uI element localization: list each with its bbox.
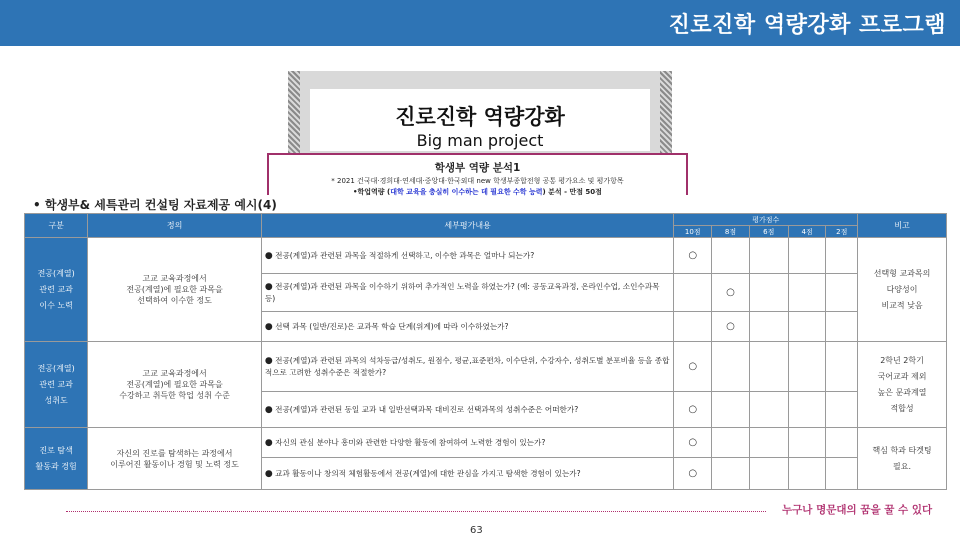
criteria-cell xyxy=(261,458,673,490)
score-mark: ○ xyxy=(674,392,712,428)
program-title: 진로진학 역량강화 프로그램 xyxy=(668,13,946,38)
table-row xyxy=(25,342,947,392)
evaluation-table xyxy=(24,213,947,490)
score-mark xyxy=(788,274,826,312)
criteria-text: 전공(계열)과 관련된 과목의 석차등급/성취도, 원점수, 평균,표준편차, 이수단위, 수강자수, 성취도별 분포비율 등을 종합적으로 고려한 성취수준은 적절한가? xyxy=(264,356,670,377)
criteria-cell xyxy=(261,238,673,274)
analysis-note-score xyxy=(269,187,686,197)
definition-cell: 자신의 진로를 탐색하는 과정에서 이루어진 활동이나 경험 및 노력 정도 xyxy=(88,428,262,490)
criteria-cell xyxy=(261,392,673,428)
criteria-text: 교과 활동이나 창의적 체험활동에서 전공(계열)에 대한 관심을 가지고 탐색한 경험이 있는가? xyxy=(275,468,581,478)
criteria-text: 전공(계열)과 관련된 과목을 적절하게 선택하고, 이수한 과목은 얼마나 되는가? xyxy=(275,250,535,260)
header-criteria: 세부평가내용 xyxy=(261,214,673,238)
hero-banner xyxy=(288,71,672,153)
criteria-cell xyxy=(261,428,673,458)
criteria-text: 전공(계열)과 관련된 동일 교과 내 일반선택과목 대비진로 선택과목의 성취수준은 어떠한가? xyxy=(275,404,579,414)
analysis-box xyxy=(267,153,688,195)
header-category: 구분 xyxy=(25,214,88,238)
header-score-10: 10점 xyxy=(674,226,712,238)
score-mark xyxy=(826,274,858,312)
score-mark xyxy=(712,342,750,392)
footer-divider xyxy=(66,511,766,512)
score-mark xyxy=(826,392,858,428)
analysis-note-source: * 2021 건국대·경희대·연세대·중앙대·한국외대 new 학생부종합전형 공통 평가요소 및 평가항목 xyxy=(331,177,624,185)
header-score-8: 8점 xyxy=(712,226,750,238)
bullet-icon: ● xyxy=(264,321,273,332)
table-row xyxy=(25,428,947,458)
header-definition: 정의 xyxy=(88,214,262,238)
score-mark xyxy=(749,274,788,312)
bullet-icon: ● xyxy=(264,404,273,415)
score-mark xyxy=(674,312,712,342)
score-mark xyxy=(749,458,788,490)
criteria-text: 선택 과목 (일반/진로)은 교과목 학습 단계(위계)에 따라 이수하였는가? xyxy=(275,321,509,331)
score-mark: ○ xyxy=(712,274,750,312)
score-mark xyxy=(826,238,858,274)
section-heading: • 학생부& 세특관리 컨설팅 자료제공 예시(4) xyxy=(33,198,277,212)
table-row xyxy=(25,238,947,274)
score-mark xyxy=(749,312,788,342)
score-mark xyxy=(749,428,788,458)
criteria-cell xyxy=(261,274,673,312)
score-mark: ○ xyxy=(674,428,712,458)
analysis-note-highlight: 대학 교육을 충실히 이수하는 데 필요한 수학 능력 xyxy=(390,188,543,196)
score-mark xyxy=(712,458,750,490)
score-mark xyxy=(749,342,788,392)
score-mark: ○ xyxy=(712,312,750,342)
score-mark xyxy=(788,392,826,428)
definition-cell: 고교 교육과정에서 전공(계열)에 필요한 과목을 선택하여 이수한 정도 xyxy=(88,238,262,342)
footer-slogan: 누구나 명문대의 꿈을 꿀 수 있다 xyxy=(782,504,933,516)
note-cell: 핵심 학과 타겟팅 필요. xyxy=(858,428,947,490)
hero-panel xyxy=(310,89,650,151)
analysis-note-prefix: •학업역량 ( xyxy=(353,188,391,196)
category-cell: 전공(계열) 관련 교과 성취도 xyxy=(25,342,88,428)
criteria-text: 자신의 관심 분야나 흥미와 관련한 다양한 활동에 참여하여 노력한 경험이 있는가? xyxy=(275,437,546,447)
header-score-2: 2점 xyxy=(826,226,858,238)
score-mark xyxy=(712,392,750,428)
score-mark xyxy=(788,312,826,342)
score-mark xyxy=(826,342,858,392)
score-mark xyxy=(749,392,788,428)
page-number: 63 xyxy=(470,525,483,536)
note-cell: 2학년 2학기 국어교과 제외 높은 문과계열 적합성 xyxy=(858,342,947,428)
category-cell: 전공(계열) 관련 교과 이수 노력 xyxy=(25,238,88,342)
score-mark: ○ xyxy=(674,458,712,490)
bullet-icon: ● xyxy=(264,356,273,366)
bullet-icon: ● xyxy=(264,250,273,261)
note-cell: 선택형 교과목의 다양성이 비교적 낮음 xyxy=(858,238,947,342)
score-mark: ○ xyxy=(674,238,712,274)
definition-cell: 고교 교육과정에서 전공(계열)에 필요한 과목을 수강하고 취득한 학업 성취 수준 xyxy=(88,342,262,428)
score-mark xyxy=(788,238,826,274)
score-mark xyxy=(788,428,826,458)
header-score-4: 4점 xyxy=(788,226,826,238)
top-banner xyxy=(0,0,960,46)
bullet-icon: ● xyxy=(264,468,273,479)
bullet-icon: ● xyxy=(264,437,273,448)
score-mark xyxy=(749,238,788,274)
hero-title: 진로진학 역량강화 xyxy=(395,105,565,129)
criteria-cell xyxy=(261,312,673,342)
score-mark: ○ xyxy=(674,342,712,392)
score-mark xyxy=(788,342,826,392)
header-note: 비고 xyxy=(858,214,947,238)
score-mark xyxy=(826,312,858,342)
criteria-cell xyxy=(261,342,673,392)
analysis-title: 학생부 역량 분석1 xyxy=(434,162,521,174)
score-mark xyxy=(826,428,858,458)
bullet-icon: ● xyxy=(264,282,273,292)
score-mark xyxy=(712,238,750,274)
criteria-text: 전공(계열)과 관련된 과목을 이수하기 위하여 추가적인 노력을 하였는가? (예: 공동교육과정, 온라인수업, 소인수과목 등) xyxy=(264,282,660,303)
hero-hatch-left xyxy=(288,71,300,153)
score-mark xyxy=(712,428,750,458)
header-score-6: 6점 xyxy=(749,226,788,238)
header-score-group: 평가점수 xyxy=(674,214,858,226)
analysis-note-suffix: ) 분석 - 만점 50점 xyxy=(542,188,602,196)
score-mark xyxy=(788,458,826,490)
category-cell: 진로 탐색 활동과 경험 xyxy=(25,428,88,490)
score-mark xyxy=(826,458,858,490)
hero-subtitle: Big man project xyxy=(416,131,544,150)
score-mark xyxy=(674,274,712,312)
hero-hatch-right xyxy=(660,71,672,153)
